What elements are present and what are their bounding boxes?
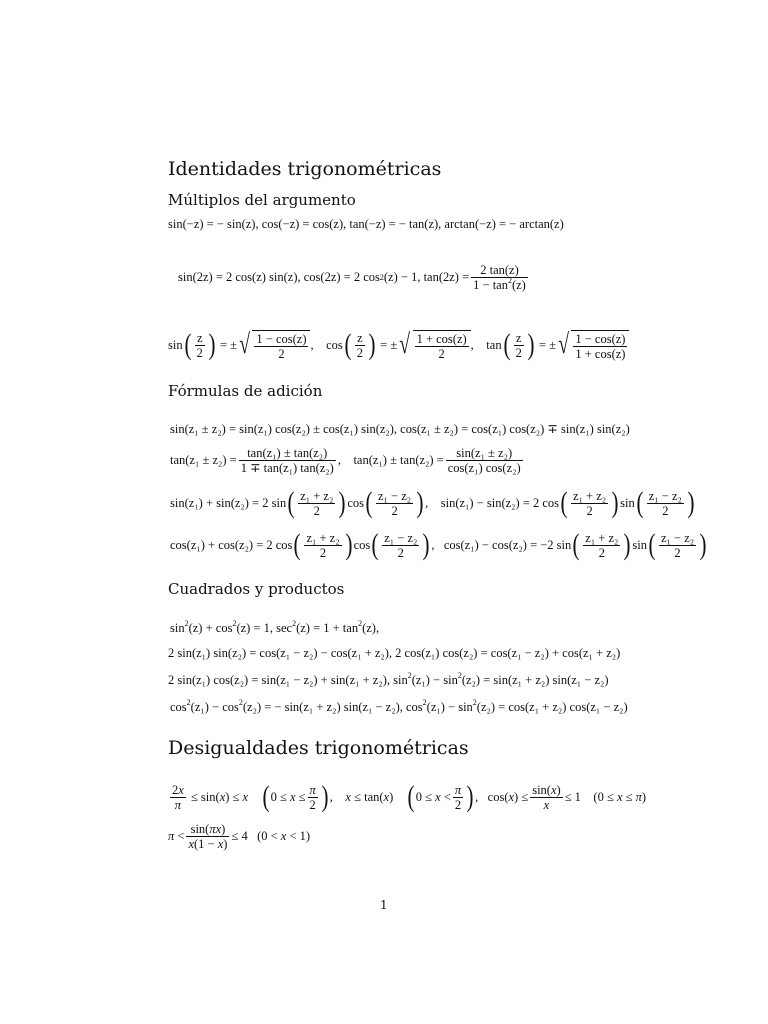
section-heading-squares: Cuadrados y productos (168, 580, 345, 598)
equation-product-2: 2 sin(z₁) cos(z₂) = sin(z₁ − z₂) + sin(z₁ + z₂), $\sin^2(z_1) - \sin^2(z_2) = \sin(z_1 + z_2) \sin(z_1 - z_2)$ (168, 671, 609, 687)
equation-sum-sin: sin(z₁) + sin(z₂) = 2 sin ( $\frac{\text{z₁ + z₂}}{2}$ ) cos ( $\frac{\text{z₁ − z₂}}{2}$ ) , sin(z₁) − sin(z₂) = 2 cos ( $\frac{\text{z₁ + z₂}}{2}$ ) sin ( $\frac{\text{z₁ − z₂}}{2}$ ) (170, 486, 695, 519)
equation-sum-cos: cos(z₁) + cos(z₂) = 2 cos ( $\frac{\text{z₁ + z₂}}{2}$ ) cos ( $\frac{\text{z₁ − z₂}}{2}$ ) , cos(z₁) − cos(z₂) = −2 sin ( $\frac{\text{z₁ + z₂}}{2}$ ) sin ( $\frac{\text{z₁ − z₂}}{2}$ ) (170, 528, 707, 561)
page-number: 1 (380, 898, 388, 912)
equation-product-1: 2 sin(z₁) sin(z₂) = cos(z₁ − z₂) − cos(z₁ + z₂), 2 cos(z₁) cos(z₂) = cos(z₁ − z₂) + cos(z₁ + z₂) (168, 646, 621, 660)
equation-odd-even: sin(−z) = − sin(z), cos(−z) = cos(z), tan(−z) = − tan(z), arctan(−z) = − arctan(z) (168, 217, 564, 231)
equation-inequality-1: $\frac{2x}{\pi}$ ≤ sin(x) ≤ x ( 0 ≤ x ≤ $\frac{\pi}{2}$ ) , x ≤ tan(x) ( 0 ≤ x < $\frac{\pi}{2}$ ) , cos(x) ≤ $\frac{\sin(x)}{x}$ ≤ 1 (0 ≤ x ≤ π) (172, 780, 647, 813)
page-title: Identidades trigonométricas (168, 158, 442, 180)
equation-inequality-2: π < $\frac{\sin(\pi x)}{x(1 - x)}$ ≤ 4 (0 < x < 1) (168, 822, 311, 851)
section-title-inequalities: Desigualdades trigonométricas (168, 737, 469, 759)
equation-pythagorean: $\sin^2(z) + \cos^2(z) = 1$, $\sec^2(z) = 1 + \tan^2(z)$, (170, 619, 380, 635)
equation-product-3: $\cos^2(z_1) - \cos^2(z_2)$ = − sin(z₁ + z₂) sin(z₁ − z₂), $\cos^2(z_1) - \sin^2(z_2) = \cos(z_1 + z_2) \cos(z_1 - z_2)$ (170, 698, 628, 714)
equation-half-angle: sin ( $\frac{z}{2}$ ) = ± √ $\frac{1 - \cos(z)}{2}$ , cos ( $\frac{z}{2}$ ) = ± √ $\frac{1 + \cos(z)}{2}$ , tan ( $\frac{z}{2}$ ) = ± √ $\frac{1 - \cos(z)}{1 + \cos(z)}$ (168, 329, 629, 361)
double-angle-text-a: sin(2z) = 2 cos(z) sin(z), cos(2z) = 2 cos (178, 270, 380, 284)
fraction-tan2z: $\frac{2 \tan(z)}{1 - \tan^2(z)}$ (473, 263, 526, 292)
section-heading-multiples: Múltiplos del argumento (168, 191, 356, 209)
equation-addition-sin-cos: sin(z₁ ± z₂) = sin(z₁) cos(z₂) ± cos(z₁) sin(z₂), cos(z₁ ± z₂) = cos(z₁) cos(z₂) ∓ sin(z₁) sin(z₂) (170, 422, 630, 436)
double-angle-text-b: (z) − 1, tan(2z) = (383, 270, 470, 284)
section-heading-addition: Fórmulas de adición (168, 382, 323, 400)
equation-addition-tan: tan(z₁ ± z₂) = $\frac{\text{tan(z₁) ± tan(z₂)}}{\text{1 ∓ tan(z₁) tan(z₂)}}$ , tan(z₁) ± tan(z₂) = $\frac{\text{sin(z₁ ± z₂)}}{\text{cos(z₁) cos(z₂)}}$ (170, 446, 521, 475)
equation-double-angle: sin(2z) = 2 cos(z) sin(z), cos(2z) = 2 cos 2 (z) − 1, tan(2z) = $\frac{2 \tan(z)}{1 - \tan^2(z)}$ (178, 263, 526, 292)
